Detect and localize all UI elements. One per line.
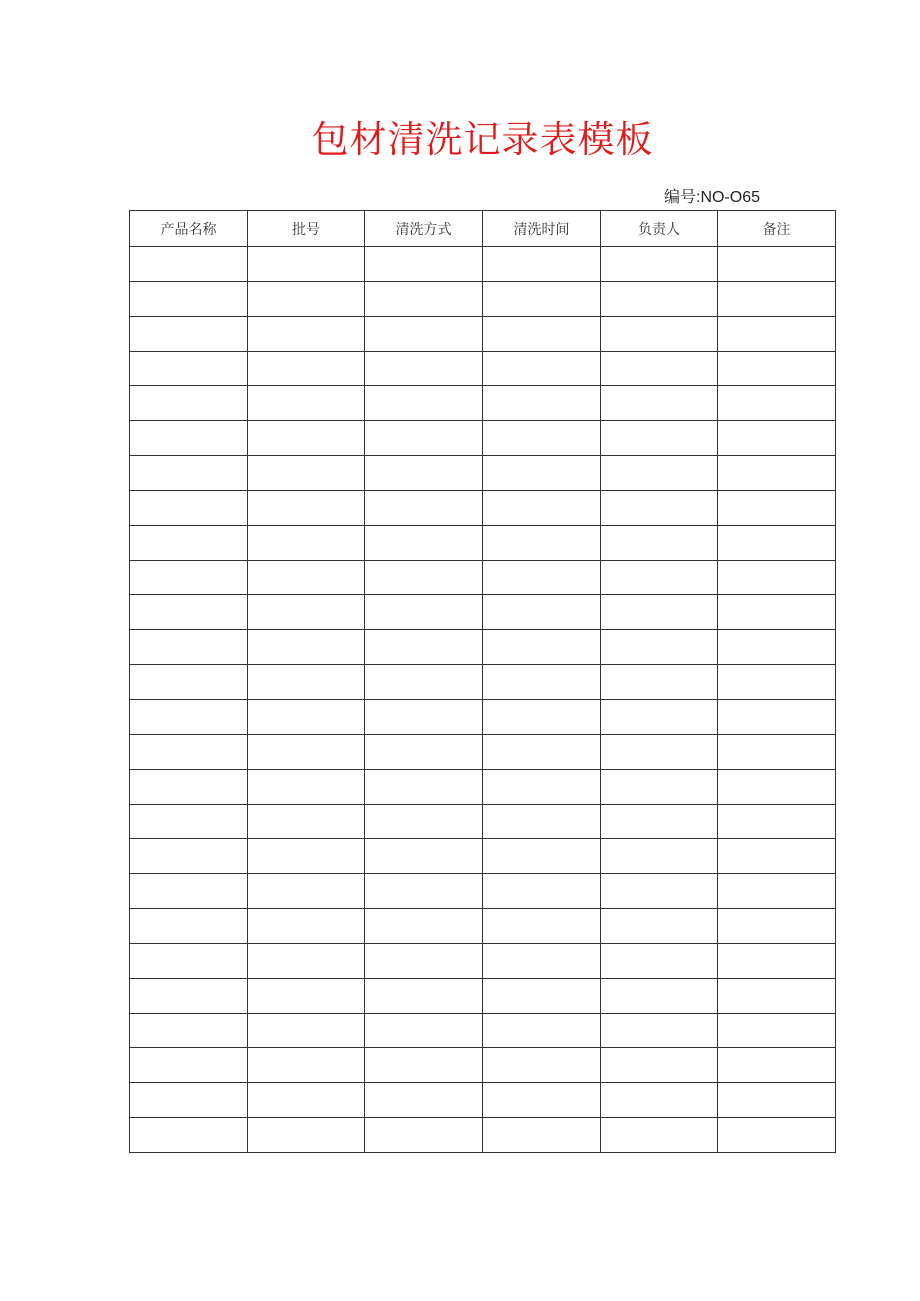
table-cell[interactable] <box>601 1118 718 1153</box>
table-cell[interactable] <box>718 1013 836 1048</box>
table-cell[interactable] <box>718 386 836 421</box>
table-cell[interactable] <box>601 1013 718 1048</box>
table-cell[interactable] <box>248 1118 365 1153</box>
table-cell[interactable] <box>248 769 365 804</box>
table-row <box>130 456 836 491</box>
table-cell[interactable] <box>601 560 718 595</box>
table-cell[interactable] <box>483 421 601 456</box>
table-cell[interactable] <box>248 804 365 839</box>
table-cell[interactable] <box>248 560 365 595</box>
table-cell[interactable] <box>718 316 836 351</box>
table-row <box>130 595 836 630</box>
table-cell[interactable] <box>130 456 248 491</box>
table-cell[interactable] <box>130 734 248 769</box>
table-cell[interactable] <box>365 1013 483 1048</box>
document-number: 编号:NO-O65 <box>664 189 761 206</box>
table-cell[interactable] <box>483 943 601 978</box>
table-row <box>130 769 836 804</box>
table-cell[interactable] <box>365 839 483 874</box>
table-cell[interactable] <box>365 386 483 421</box>
table-cell[interactable] <box>483 839 601 874</box>
table-cell[interactable] <box>248 595 365 630</box>
table-row <box>130 665 836 700</box>
table-cell[interactable] <box>483 699 601 734</box>
table-cell[interactable] <box>718 699 836 734</box>
table-cell[interactable] <box>483 1118 601 1153</box>
table-cell[interactable] <box>365 281 483 316</box>
page-title: 包材清洗记录表模板 <box>311 118 654 161</box>
table-cell[interactable] <box>483 490 601 525</box>
table-cell[interactable] <box>365 351 483 386</box>
table-cell[interactable] <box>365 769 483 804</box>
table-cell[interactable] <box>130 560 248 595</box>
table-cell[interactable] <box>365 734 483 769</box>
table-row <box>130 351 836 386</box>
table-cell[interactable] <box>365 421 483 456</box>
table-cell[interactable] <box>483 804 601 839</box>
table-cell[interactable] <box>718 839 836 874</box>
table-cell[interactable] <box>601 630 718 665</box>
table-cell[interactable] <box>601 874 718 909</box>
table-cell[interactable] <box>130 630 248 665</box>
table-cell[interactable] <box>130 943 248 978</box>
table-cell[interactable] <box>248 699 365 734</box>
table-cell[interactable] <box>718 247 836 282</box>
table-cell[interactable] <box>483 1048 601 1083</box>
table-cell[interactable] <box>483 351 601 386</box>
table-cell[interactable] <box>601 525 718 560</box>
table-cell[interactable] <box>718 1083 836 1118</box>
table-row <box>130 630 836 665</box>
table-cell[interactable] <box>601 665 718 700</box>
table-cell[interactable] <box>483 1083 601 1118</box>
table-cell[interactable] <box>365 247 483 282</box>
table-cell[interactable] <box>601 281 718 316</box>
table-cell[interactable] <box>718 560 836 595</box>
table-cell[interactable] <box>718 734 836 769</box>
table-cell[interactable] <box>130 1013 248 1048</box>
table-cell[interactable] <box>130 386 248 421</box>
table-cell[interactable] <box>601 978 718 1013</box>
table-cell[interactable] <box>130 351 248 386</box>
table-row <box>130 247 836 282</box>
table-cell[interactable] <box>365 1118 483 1153</box>
table-cell[interactable] <box>718 456 836 491</box>
table-cell[interactable] <box>483 630 601 665</box>
table-cell[interactable] <box>248 943 365 978</box>
table-cell[interactable] <box>248 665 365 700</box>
table-row <box>130 699 836 734</box>
table-cell[interactable] <box>365 943 483 978</box>
table-cell[interactable] <box>248 525 365 560</box>
table-cell[interactable] <box>248 247 365 282</box>
table-cell[interactable] <box>483 1013 601 1048</box>
table-cell[interactable] <box>365 1048 483 1083</box>
table-cell[interactable] <box>718 943 836 978</box>
table-cell[interactable] <box>248 978 365 1013</box>
table-row <box>130 490 836 525</box>
table-row <box>130 316 836 351</box>
table-cell[interactable] <box>483 874 601 909</box>
table-cell[interactable] <box>248 909 365 944</box>
table-cell[interactable] <box>248 839 365 874</box>
table-cell[interactable] <box>248 456 365 491</box>
table-cell[interactable] <box>248 316 365 351</box>
table-cell[interactable] <box>130 247 248 282</box>
table-cell[interactable] <box>365 1083 483 1118</box>
table-cell[interactable] <box>601 734 718 769</box>
table-cell[interactable] <box>248 386 365 421</box>
header-product-name: 产品名称 <box>130 211 248 247</box>
table-cell[interactable] <box>718 1048 836 1083</box>
table-cell[interactable] <box>365 525 483 560</box>
table-cell[interactable] <box>130 978 248 1013</box>
table-cell[interactable] <box>601 943 718 978</box>
table-cell[interactable] <box>601 456 718 491</box>
header-cleaning-time: 清洗时间 <box>483 211 601 247</box>
table-row <box>130 909 836 944</box>
table-cell[interactable] <box>483 978 601 1013</box>
table-cell[interactable] <box>365 978 483 1013</box>
table-row <box>130 1083 836 1118</box>
table-cell[interactable] <box>365 699 483 734</box>
table-cell[interactable] <box>718 804 836 839</box>
table-cell[interactable] <box>718 978 836 1013</box>
table-cell[interactable] <box>130 699 248 734</box>
table-cell[interactable] <box>601 490 718 525</box>
table-cell[interactable] <box>248 490 365 525</box>
table-row <box>130 839 836 874</box>
header-cleaning-method: 清洗方式 <box>365 211 483 247</box>
table-header-row <box>130 211 836 247</box>
table-cell[interactable] <box>248 351 365 386</box>
table-cell[interactable] <box>130 769 248 804</box>
table-cell[interactable] <box>601 351 718 386</box>
header-remarks: 备注 <box>718 211 836 247</box>
table-row <box>130 1048 836 1083</box>
table-cell[interactable] <box>248 1048 365 1083</box>
table-cell[interactable] <box>483 247 601 282</box>
table-cell[interactable] <box>365 595 483 630</box>
table-cell[interactable] <box>601 316 718 351</box>
header-person-in-charge: 负责人 <box>601 211 718 247</box>
table-cell[interactable] <box>718 1118 836 1153</box>
table-cell[interactable] <box>130 490 248 525</box>
table-cell[interactable] <box>483 560 601 595</box>
table-cell[interactable] <box>718 769 836 804</box>
table-cell[interactable] <box>601 1083 718 1118</box>
table-cell[interactable] <box>601 595 718 630</box>
table-cell[interactable] <box>601 386 718 421</box>
table-row <box>130 525 836 560</box>
table-cell[interactable] <box>248 421 365 456</box>
table-row <box>130 874 836 909</box>
table-cell[interactable] <box>130 839 248 874</box>
table-cell[interactable] <box>718 421 836 456</box>
table-cell[interactable] <box>718 281 836 316</box>
table-cell[interactable] <box>130 281 248 316</box>
table-cell[interactable] <box>483 456 601 491</box>
table-cell[interactable] <box>483 316 601 351</box>
table-cell[interactable] <box>601 839 718 874</box>
table-cell[interactable] <box>248 281 365 316</box>
table-cell[interactable] <box>718 351 836 386</box>
table-cell[interactable] <box>718 665 836 700</box>
table-cell[interactable] <box>483 595 601 630</box>
table-cell[interactable] <box>365 909 483 944</box>
table-body <box>130 247 836 1153</box>
table-row <box>130 734 836 769</box>
table-row <box>130 1118 836 1153</box>
table-cell[interactable] <box>483 734 601 769</box>
table-cell[interactable] <box>365 804 483 839</box>
table-cell[interactable] <box>483 281 601 316</box>
table-row <box>130 804 836 839</box>
table-cell[interactable] <box>601 421 718 456</box>
table-cell[interactable] <box>130 421 248 456</box>
table-cell[interactable] <box>483 525 601 560</box>
table-row <box>130 1013 836 1048</box>
table-cell[interactable] <box>365 665 483 700</box>
table-cell[interactable] <box>483 665 601 700</box>
table-row <box>130 386 836 421</box>
table-cell[interactable] <box>248 874 365 909</box>
table-row <box>130 281 836 316</box>
table-cell[interactable] <box>718 490 836 525</box>
table-cell[interactable] <box>365 490 483 525</box>
table-cell[interactable] <box>248 630 365 665</box>
table-cell[interactable] <box>718 595 836 630</box>
table-cell[interactable] <box>365 316 483 351</box>
table-cell[interactable] <box>130 665 248 700</box>
table-cell[interactable] <box>130 804 248 839</box>
table-cell[interactable] <box>483 769 601 804</box>
table-cell[interactable] <box>718 874 836 909</box>
table-cell[interactable] <box>483 386 601 421</box>
table-cell[interactable] <box>130 595 248 630</box>
table-cell[interactable] <box>601 769 718 804</box>
table-cell[interactable] <box>601 804 718 839</box>
table-cell[interactable] <box>130 874 248 909</box>
table-cell[interactable] <box>601 247 718 282</box>
table-cell[interactable] <box>365 456 483 491</box>
table-cell[interactable] <box>718 909 836 944</box>
table-cell[interactable] <box>365 874 483 909</box>
table-cell[interactable] <box>130 909 248 944</box>
table-cell[interactable] <box>130 525 248 560</box>
header-batch-number: 批号 <box>248 211 365 247</box>
table-cell[interactable] <box>365 630 483 665</box>
table-cell[interactable] <box>718 630 836 665</box>
table-row <box>130 943 836 978</box>
table-row <box>130 978 836 1013</box>
table-row <box>130 421 836 456</box>
table-cell[interactable] <box>130 1083 248 1118</box>
table-cell[interactable] <box>130 316 248 351</box>
table-cell[interactable] <box>248 734 365 769</box>
table-cell[interactable] <box>248 1013 365 1048</box>
table-cell[interactable] <box>130 1048 248 1083</box>
table-cell[interactable] <box>601 1048 718 1083</box>
table-cell[interactable] <box>718 525 836 560</box>
cleaning-record-table <box>129 210 836 1153</box>
table-cell[interactable] <box>365 560 483 595</box>
table-cell[interactable] <box>601 909 718 944</box>
table-row <box>130 560 836 595</box>
table-cell[interactable] <box>248 1083 365 1118</box>
table-cell[interactable] <box>130 1118 248 1153</box>
table-cell[interactable] <box>601 699 718 734</box>
table-cell[interactable] <box>483 909 601 944</box>
